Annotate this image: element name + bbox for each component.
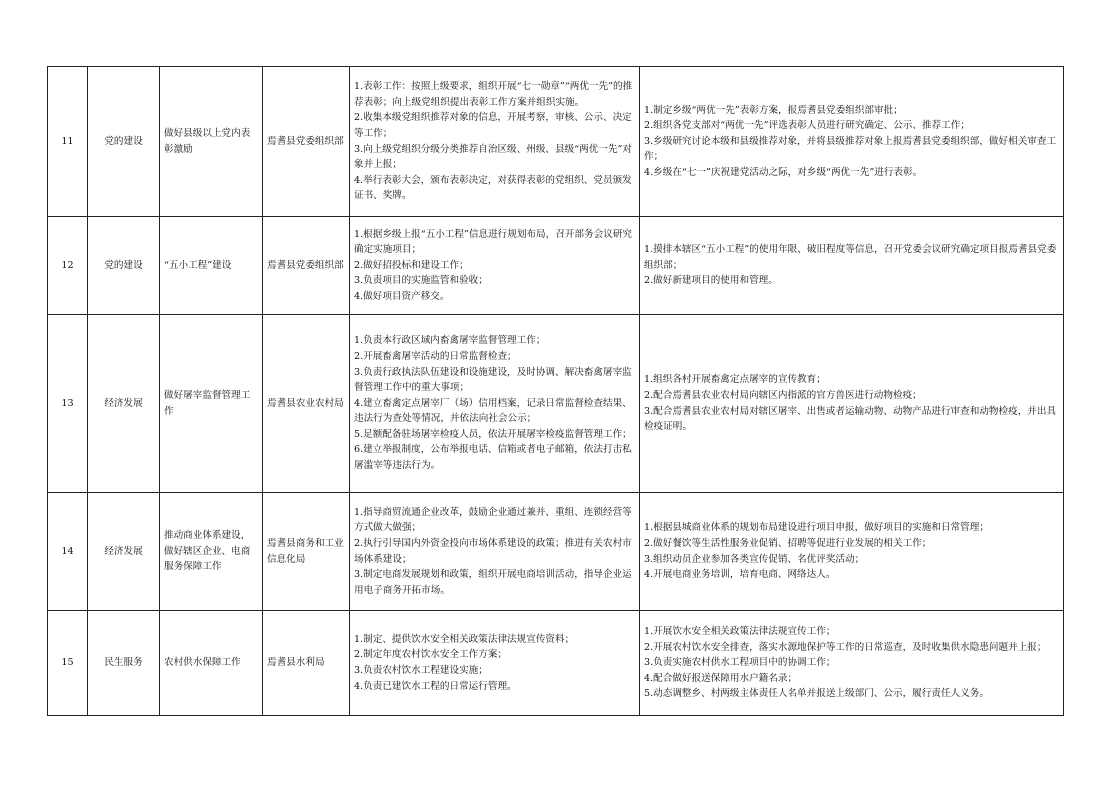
duty-line: 3.乡级研究讨论本级和县级推荐对象，并将县级推荐对象上报焉耆县党委组织部，做好相关审查工作；	[644, 135, 1057, 163]
duty-line: 3.配合焉耆县农业农村局对辖区屠宰、出售或者运输动物、动物产品进行审查和动物检疫，并出具检疫证明。	[644, 405, 1057, 433]
duty-line: 2.制定年度农村饮水安全工作方案；	[354, 649, 508, 661]
table-row	[48, 493, 1064, 611]
duty-line: 3.负责行政执法队伍建设和设施建设，及时协调、解决畜禽屠宰监督管理工作中的重大事项；	[354, 366, 632, 394]
duty-table-body	[48, 67, 1064, 716]
duty-line: 4.开展电商业务培训，培育电商、网络达人。	[644, 569, 836, 581]
duty-line: 1.根据乡级上报“五小工程”信息进行规划布局，召开部务会议研究确定实施项目；	[354, 228, 632, 256]
duty-line: 1.开展饮水安全相关政策法律法规宣传工作；	[644, 626, 836, 638]
duty-line: 3.负责项目的实施监管和验收；	[354, 275, 488, 287]
duty-line: 5.足额配备驻场屠宰检疫人员，依法开展屠宰检疫监督管理工作；	[354, 428, 632, 440]
duty-line: 2.执行引导国内外资金投向市场体系建设的政策；推进有关农村市场体系建设；	[354, 537, 632, 565]
duty-line: 3.制定电商发展规划和政策，组织开展电商培训活动，指导企业运用电子商务开拓市场。	[354, 569, 632, 596]
duty-line: 2.做好餐饮等生活性服务业促销、招聘等促进行业发展的相关工作；	[644, 537, 932, 549]
duty-line: 2.做好新建项目的使用和管理。	[644, 275, 778, 287]
row-category: 经济发展	[88, 315, 160, 493]
table-row	[48, 315, 1064, 493]
table-row	[48, 67, 1064, 217]
row-number: 12	[48, 217, 88, 315]
duty-line: 2.收集本级党组织推荐对象的信息，开展考察，审核、公示、决定等工作；	[354, 112, 632, 139]
duty-line: 6.建立举报制度，公布举报电话、信箱或者电子邮箱，依法打击私屠滥宰等违法行为。	[354, 444, 632, 472]
row-department: 焉耆县党委组织部	[263, 217, 350, 315]
table-row	[48, 217, 1064, 315]
row-department: 焉耆县商务和工业信息化局	[263, 493, 350, 611]
township-duties	[640, 67, 1064, 217]
row-item: 农村供水保障工作	[160, 611, 263, 716]
row-category: 民生服务	[88, 611, 160, 716]
duty-line: 3.负责实施农村供水工程项目中的协调工作；	[644, 657, 836, 669]
duty-line: 1.组织各村开展畜禽定点屠宰的宣传教育；	[644, 374, 826, 386]
duty-line: 2.开展农村饮水安全排查，落实水源地保护等工作的日常巡查，及时收集供水隐患问题并上报；	[644, 641, 1047, 653]
duty-table	[47, 66, 1064, 716]
duty-line: 5.动态调整乡、村两级主体责任人名单并报送上级部门、公示，履行责任人义务。	[644, 688, 989, 700]
duty-line: 4.建立畜禽定点屠宰厂（场）信用档案，记录日常监督检查结果、违法行为查处等情况，并依法向社会公示；	[354, 397, 632, 425]
row-item: “五小工程”建设	[160, 217, 263, 315]
county-duties	[350, 217, 640, 315]
duty-line: 4.乡级在“七一”庆祝建党活动之际，对乡级“两优一先”进行表彰。	[644, 166, 923, 178]
duty-line: 2.开展畜禽屠宰活动的日常监督检查；	[354, 350, 517, 362]
duty-line: 1.摸排本辖区“五小工程”的使用年限、破旧程度等信息，召开党委会议研究确定项目报焉耆县党委组织部；	[644, 244, 1057, 271]
duty-line: 4.负责已建饮水工程的日常运行管理。	[354, 680, 517, 692]
duty-line: 4.做好项目资产移交。	[354, 290, 450, 302]
duty-line: 2.做好招投标和建设工作；	[354, 259, 469, 271]
row-department: 焉耆县农业农村局	[263, 315, 350, 493]
duty-line: 4.举行表彰大会，颁布表彰决定，对获得表彰的党组织、党员颁发证书、奖牌。	[354, 174, 632, 202]
duty-line: 1.指导商贸流通企业改革，鼓励企业通过兼并、重组、连锁经营等方式做大做强；	[354, 506, 632, 534]
table-row	[48, 611, 1064, 716]
duty-line: 1.制定乡级“两优一先”表彰方案，报焉耆县党委组织部审批；	[644, 104, 903, 116]
row-item: 做好屠宰监督管理工作	[160, 315, 263, 493]
duty-line: 3.向上级党组织分级分类推荐自治区级、州级、县级“两优一先”对象并上报；	[354, 143, 632, 171]
row-department: 焉耆县水利局	[263, 611, 350, 716]
township-duties	[640, 493, 1064, 611]
county-duties	[350, 67, 640, 217]
row-category: 党的建设	[88, 217, 160, 315]
row-number: 14	[48, 493, 88, 611]
township-duties	[640, 217, 1064, 315]
row-department: 焉耆县党委组织部	[263, 67, 350, 217]
row-item: 做好县级以上党内表彰激励	[160, 67, 263, 217]
duty-line: 3.负责农村饮水工程建设实施；	[354, 665, 488, 676]
row-category: 党的建设	[88, 67, 160, 217]
row-number: 15	[48, 611, 88, 716]
duty-line: 1.负责本行政区域内畜禽屠宰监督管理工作；	[354, 335, 546, 347]
duty-line: 4.配合做好报送保障用水户籍名录；	[644, 672, 798, 684]
duty-line: 1.表彰工作：按照上级要求，组织开展“七一勋章”“两优一先”的推荐表彰；向上级党组织提出表彰工作方案并组织实施。	[354, 81, 633, 108]
township-duties	[640, 611, 1064, 716]
township-duties	[640, 315, 1064, 493]
duty-line: 1.根据县城商业体系的规划布局建设进行项目申报，做好项目的实施和日常管理；	[644, 522, 989, 534]
row-item: 推动商业体系建设，做好辖区企业、电商服务保障工作	[160, 493, 263, 611]
county-duties	[350, 315, 640, 493]
county-duties	[350, 611, 640, 716]
row-number: 11	[48, 67, 88, 217]
row-category: 经济发展	[88, 493, 160, 611]
duty-line: 2.组织各党支部对“两优一先”评选表彰人员进行研究确定、公示、推荐工作；	[644, 120, 970, 132]
county-duties	[350, 493, 640, 611]
duty-line: 1.制定、提供饮水安全相关政策法律法规宣传资料；	[354, 633, 575, 645]
row-number: 13	[48, 315, 88, 493]
duty-line: 3.组织动员企业参加各类宣传促销、名优评奖活动；	[644, 553, 865, 565]
duty-line: 2.配合焉耆县农业农村局向辖区内指派的官方兽医进行动物检疫；	[644, 389, 922, 401]
